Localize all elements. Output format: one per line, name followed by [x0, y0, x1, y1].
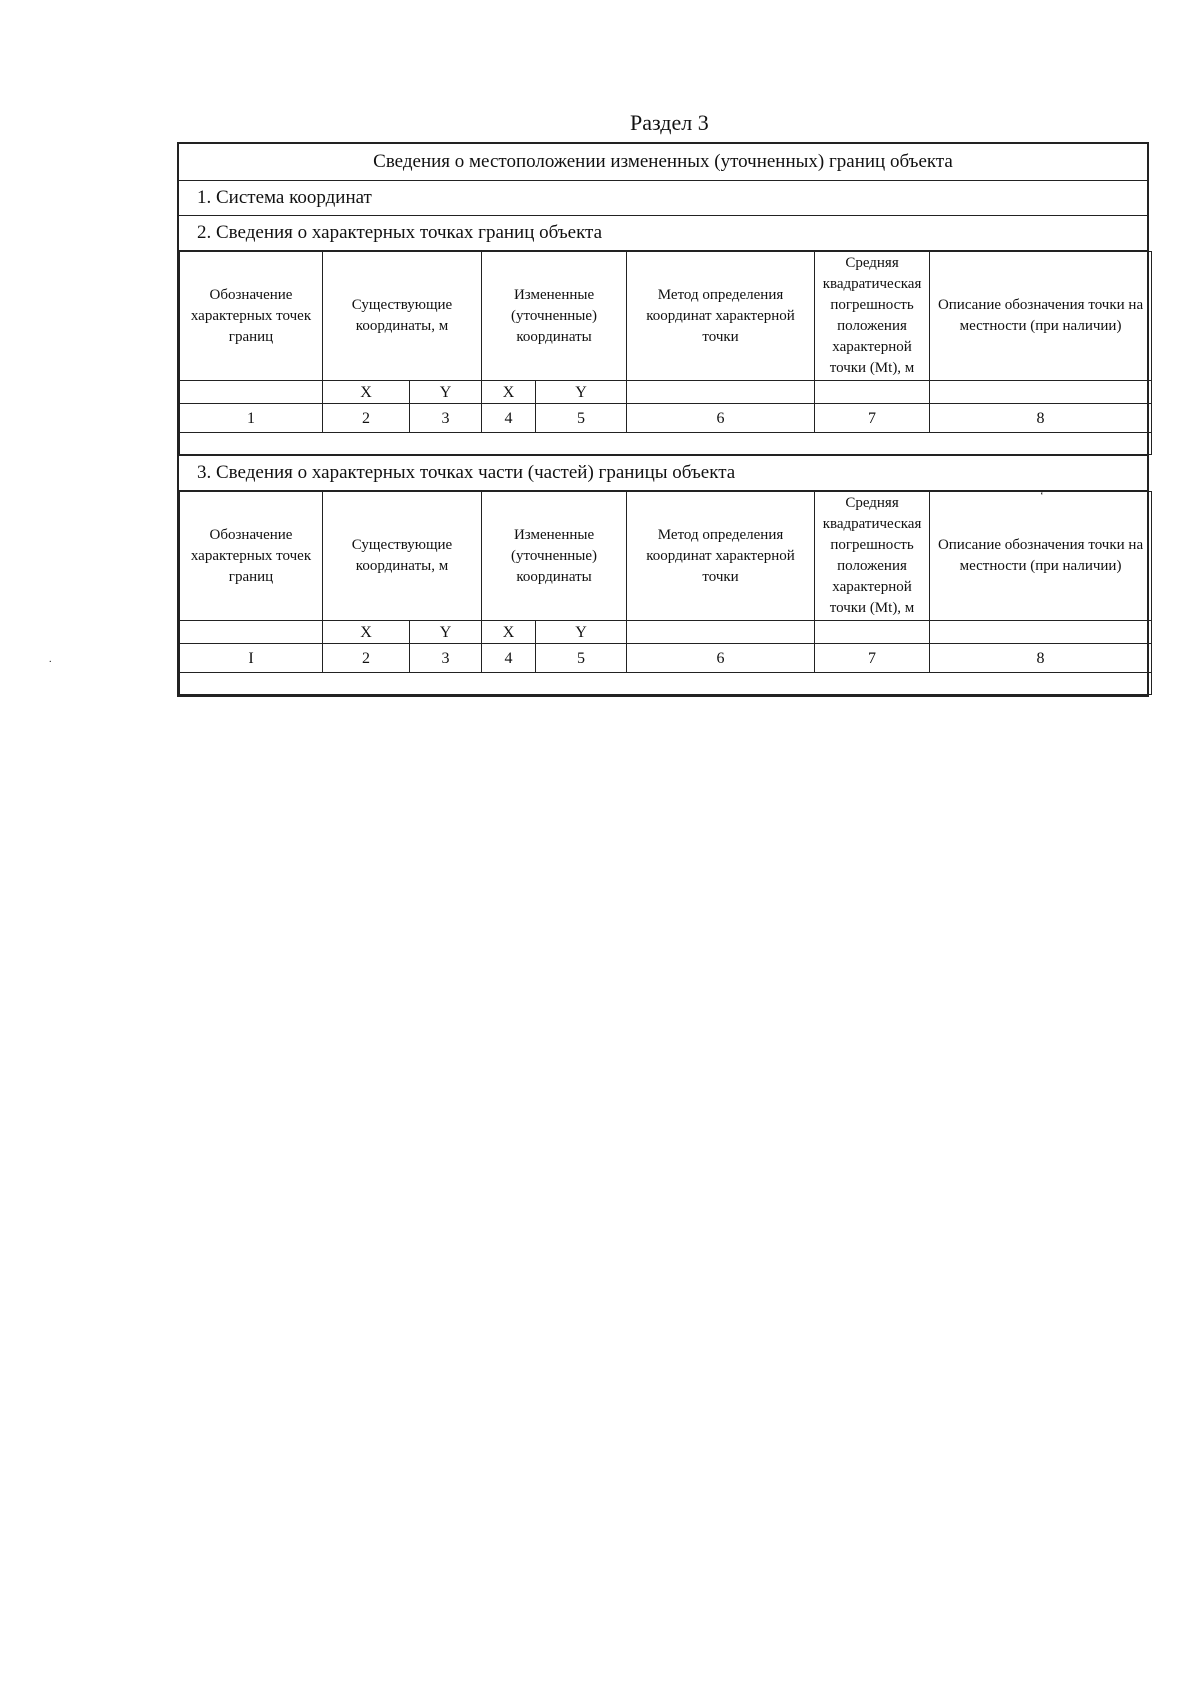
empty-row	[180, 673, 1152, 695]
col-error: Средняя квадратическая погрешность положения характерной точки (Mt), м	[815, 252, 930, 381]
column-number: 2	[323, 644, 410, 673]
part-points-table-wrap	[179, 491, 1147, 695]
col-changed-coords: Измененные (уточненные) координаты	[482, 492, 627, 621]
column-number: 5	[536, 404, 627, 433]
column-number: 5	[536, 644, 627, 673]
stray-tick-mark: ‘	[1040, 490, 1044, 502]
column-number: 8	[930, 404, 1152, 433]
column-number: 7	[815, 644, 930, 673]
points-table	[179, 251, 1152, 455]
column-number: 6	[627, 404, 815, 433]
column-number: 4	[482, 644, 536, 673]
document-table	[177, 142, 1149, 697]
part-points-section-header: 3. Сведения о характерных точках части (частей) границы объекта	[179, 456, 1147, 491]
col-method: Метод определения координат характерной точки	[627, 252, 815, 381]
coord-system-row: 1. Система координат	[179, 181, 1147, 216]
col-existing-coords: Существующие координаты, м	[323, 492, 482, 621]
changed-x: X	[482, 381, 536, 404]
points-section-header: 2. Сведения о характерных точках границ объекта	[179, 216, 1147, 251]
column-numbers-row	[180, 404, 1152, 433]
col-error: Средняя квадратическая погрешность положения характерной точки (Mt), м	[815, 492, 930, 621]
xy-row	[180, 621, 1152, 644]
header-row	[180, 492, 1152, 621]
column-number: 8	[930, 644, 1152, 673]
stray-dot-mark: .	[49, 654, 52, 665]
changed-y: Y	[536, 621, 627, 644]
table-title: Сведения о местоположении измененных (уточненных) границ объекта	[179, 144, 1147, 181]
existing-x: X	[323, 621, 410, 644]
points-table-wrap	[179, 251, 1147, 456]
column-number: 1	[180, 404, 323, 433]
section-title: Раздел 3	[630, 110, 709, 135]
column-number: 4	[482, 404, 536, 433]
xy-row	[180, 381, 1152, 404]
column-numbers-row	[180, 644, 1152, 673]
column-number: 7	[815, 404, 930, 433]
col-designation: Обозначение характерных точек границ	[180, 252, 323, 381]
col-description: Описание обозначения точки на местности (при наличии)	[930, 492, 1152, 621]
header-row	[180, 252, 1152, 381]
column-number: 6	[627, 644, 815, 673]
existing-x: X	[323, 381, 410, 404]
col-changed-coords: Измененные (уточненные) координаты	[482, 252, 627, 381]
col-method: Метод определения координат характерной точки	[627, 492, 815, 621]
empty-row	[180, 433, 1152, 455]
changed-y: Y	[536, 381, 627, 404]
col-designation: Обозначение характерных точек границ	[180, 492, 323, 621]
existing-y: Y	[410, 621, 482, 644]
col-existing-coords: Существующие координаты, м	[323, 252, 482, 381]
column-number: I	[180, 644, 323, 673]
column-number: 3	[410, 644, 482, 673]
col-description: Описание обозначения точки на местности (при наличии)	[930, 252, 1152, 381]
column-number: 3	[410, 404, 482, 433]
column-number: 2	[323, 404, 410, 433]
existing-y: Y	[410, 381, 482, 404]
changed-x: X	[482, 621, 536, 644]
part-points-table	[179, 491, 1152, 695]
